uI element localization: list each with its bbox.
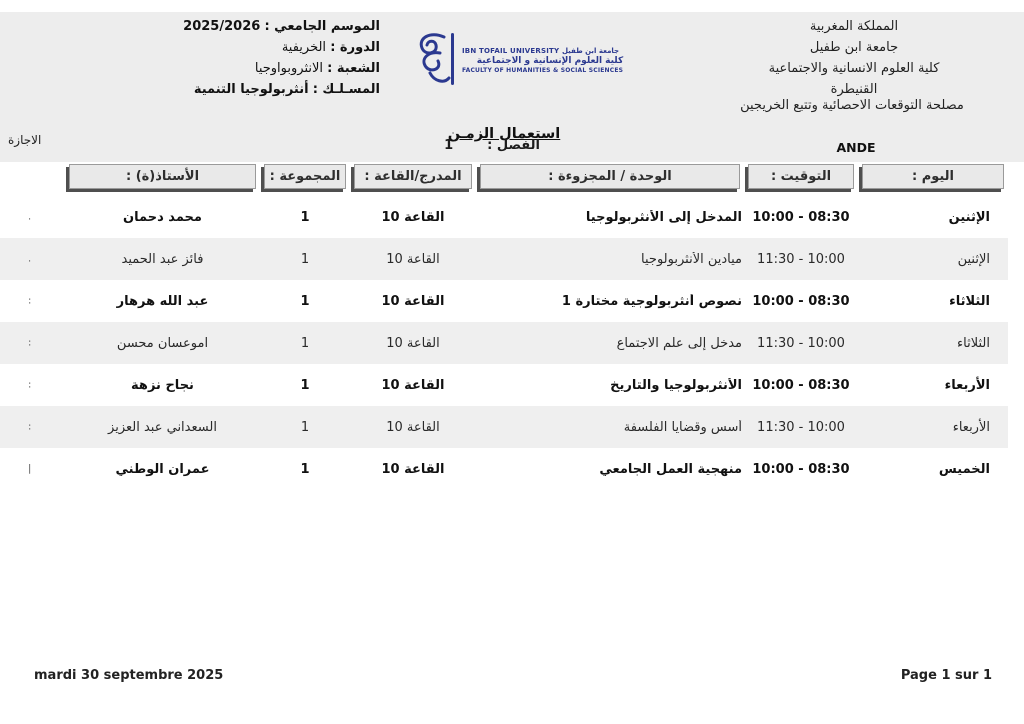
table-header-row [0,162,1008,194]
city-line: القنيطرة [830,82,878,97]
professor-cell: عبد الله هرهار [116,293,209,309]
room-cell: القاعة 10 [381,293,445,309]
clipped-edge-mark: . [28,253,32,265]
table-row [0,448,1008,490]
professor-cell: فائز عبد الحميد [121,251,204,267]
professor-cell: محمد دحمان [123,209,202,225]
track-value: أنثربولوجيا التنمية [193,82,309,97]
logo-calligraphy-icon [404,29,456,93]
semester-line [420,138,540,153]
unit-cell: الأنثربولوجيا والتاريخ [610,377,742,393]
room-cell: القاعة 10 [381,461,445,477]
day-cell: الإثنين [948,209,990,225]
footer-date: mardi 30 septembre 2025 [34,668,224,683]
branch-label: الشعبة : [327,61,380,76]
time-cell: 10:00 - 11:30 [757,251,845,267]
time-cell: 10:00 - 11:30 [757,419,845,435]
header-day: اليوم : [862,164,1004,189]
unit-cell: ميادين الأنثربولوجيا [641,251,742,267]
table-row [0,364,1008,406]
season-label: الموسم الجامعي : [264,19,380,34]
professor-cell: نجاح نزهة [131,377,194,393]
timetable [0,162,1008,490]
header-time: التوقيت : [748,164,854,189]
season-value: 2025/2026 [183,19,261,34]
unit-cell: نصوص أنثربولوجية مختارة 1 [561,293,742,309]
footer-page-number: Page 1 sur 1 [900,668,992,683]
semester-label: الفصل : [487,138,540,153]
degree-label: الاجازة [8,133,42,147]
table-row [0,406,1008,448]
unit-cell: المدخل إلى الأنثربولوجيا [585,209,742,225]
academic-info-block [18,16,380,100]
room-cell: القاعة 10 [381,377,445,393]
document-title: استعمال الزمـن [447,126,561,142]
logo-faculty-en: FACULTY OF HUMANITIES & SOCIAL SCIENCES [462,67,624,75]
clipped-edge-mark: : [28,421,32,433]
season-line [18,16,380,37]
clipped-edge-mark: : [28,337,32,349]
logo-faculty-ar: كلية العلوم الإنسانية و الاجتماعية [476,56,624,66]
day-cell: الأربعاء [944,377,990,393]
track-line [78,79,380,100]
university-logo [404,30,624,92]
room-cell: القاعة 10 [386,419,440,435]
logo-text-block [462,47,623,75]
clipped-edge-mark: | [28,463,32,475]
professor-cell: السعداني عبد العزيز [108,419,217,435]
clipped-edge-mark: . [28,211,32,223]
clipped-edge-mark: : [28,295,32,307]
group-cell: 1 [300,461,310,477]
session-label: الدورة : [330,40,380,55]
branch-value: الانثروبواوجيا [254,61,324,76]
time-cell: 08:30 - 10:00 [752,461,850,477]
session-line [56,37,380,58]
faculty-line: كلية العلوم الانسانية والاجتماعية [768,61,940,76]
semester-value: 1 [444,138,454,153]
group-cell: 1 [300,419,310,435]
table-row [0,196,1008,238]
room-cell: القاعة 10 [386,335,440,351]
table-row [0,238,1008,280]
group-cell: 1 [300,377,310,393]
institution-block [704,16,1004,100]
logo-university-ar: جامعة ابن طفيل [561,47,620,56]
table-row [0,280,1008,322]
program-code: ANDE [836,140,876,155]
header-unit: الوحدة / المجزوءة : [480,164,740,189]
time-cell: 08:30 - 10:00 [752,293,850,309]
time-cell: 10:00 - 11:30 [757,335,845,351]
day-cell: الخميس [938,461,990,477]
kingdom-line: المملكة المغربية [809,19,899,34]
professor-cell: عمران الوطني [115,461,210,477]
header-professor: الأستاذ(ة) : [69,164,256,189]
session-value: الخريفية [281,40,327,55]
room-cell: القاعة 10 [381,209,445,225]
service-department-line: مصلحة التوقعات الاحصائية وتتبع الخريجين [740,98,964,113]
day-cell: الثلاثاء [957,335,990,351]
unit-cell: مدخل إلى علم الاجتماع [616,335,742,351]
professor-cell: اموعسان محسن [116,335,209,351]
table-row [0,322,1008,364]
logo-university-name [462,47,623,56]
header-room: المدرج/القاعة : [354,164,472,189]
group-cell: 1 [300,209,310,225]
group-cell: 1 [300,293,310,309]
unit-cell: منهجية العمل الجامعي [599,461,742,477]
track-label: المسـلـك : [312,82,380,97]
logo-university-en: IBN TOFAIL UNIVERSITY [462,47,560,56]
day-cell: الأربعاء [952,419,990,435]
group-cell: 1 [300,335,310,351]
room-cell: القاعة 10 [386,251,440,267]
day-cell: الثلاثاء [949,293,990,309]
university-line: جامعة ابن طفيل [809,40,899,55]
group-cell: 1 [300,251,310,267]
time-cell: 08:30 - 10:00 [752,377,850,393]
unit-cell: أسس وقضايا الفلسفة [623,419,742,435]
clipped-edge-mark: : [28,379,32,391]
branch-line [98,58,380,79]
day-cell: الإثنين [957,251,990,267]
header-group: المجموعة : [264,164,346,189]
time-cell: 08:30 - 10:00 [752,209,850,225]
